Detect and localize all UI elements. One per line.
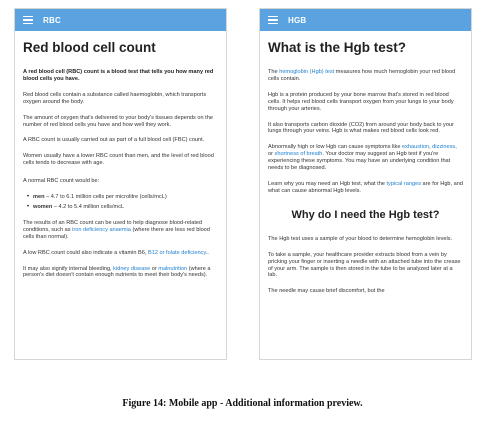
range-list [27,194,218,211]
paragraph: Red blood cells contain a substance called haemoglobin, which transports oxygen around the body. [23,91,207,105]
paragraph: The hemoglobin (Hgb) test measures how much hemoglobin your red blood cells contain. [268,69,456,82]
link-shortness-of-breath[interactable]: shortness of breath [274,151,323,158]
paragraph: The amount of oxygen that's delivered to your body's tissues depends on the number of red blood cells you have and how well they work. [23,114,213,128]
app-bar-title: HGB [288,15,307,25]
paragraph: The needle may cause brief discomfort, but the [268,288,385,295]
app-bar [15,9,226,31]
hamburger-menu-icon[interactable] [23,16,33,24]
link-malnutrition[interactable]: malnutrition [158,265,188,272]
link-b12-folate-deficiency[interactable]: B12 or folate deficiency [148,249,206,256]
paragraph: A RBC count is usually carried out as part of a full blood cell (FBC) count. [23,137,205,144]
paragraph: The Hgb test uses a sample of your blood to determine hemoglobin levels. [268,235,453,242]
paragraph: A normal RBC count would be: [23,178,100,185]
paragraph: It also transports carbon dioxide (CO2) from around your body back to your lungs through your veins. Hgb is what makes red blood cells look red. [268,121,454,135]
article-content [260,31,471,295]
link-typical-ranges[interactable]: typical ranges [386,180,421,187]
article-content [15,31,226,279]
section-title: Why do I need the Hgb test? [291,208,440,221]
figure-caption: Figure 14: Mobile app - Additional information preview. [122,398,363,409]
page-title: Red blood cell count [23,40,156,55]
list-item: • women – 4.2 to 5.4 million cells/mcL [27,204,218,211]
page-title: What is the Hgb test? [268,40,406,55]
paragraph: The results of an RBC count can be used to help diagnose blood-related conditions, such as iron deficiency anaemia (where there are less red blood cells than normal). [23,219,210,240]
paragraph: Abnormally high or low Hgb can cause symptoms like exhaustion, dizziness, or shortness of breath. Your doctor may suggest an Hgb test if you're experiencing these symptoms. You may have an underlying condition that needs to be diagnosed. [268,144,457,172]
link-exhaustion[interactable]: exhaustion [402,144,430,151]
hgb-screen [259,8,472,360]
link-iron-deficiency-anaemia[interactable]: iron deficiency anaemia [72,226,131,233]
app-bar [260,9,471,31]
paragraph: Women usually have a lower RBC count than men, and the level of red blood cells tends to decrease with age. [23,153,214,167]
scroll-fade [260,345,471,359]
paragraph: Learn why you may need an Hgb test, what the typical ranges are for Hgb, and what can cause abnormal Hgb levels. [268,180,463,194]
list-item: • men – 4.7 to 6.1 million cells per microlitre (cells/mcL) [27,194,218,201]
app-bar-title: RBC [43,15,61,25]
hamburger-menu-icon[interactable] [268,16,278,24]
paragraph: Hgb is a protein produced by your bone marrow that's stored in red blood cells. It helps red blood cells transport oxygen from your lungs to your body through your arteries. [268,91,454,112]
link-dizziness[interactable]: dizziness [432,144,456,151]
intro-paragraph: A red blood cell (RBC) count is a blood test that tells you how many red blood cells you have. [23,69,214,82]
rbc-screen [14,8,227,360]
paragraph: It may also signify internal bleeding, kidney disease or malnutrition (where a person's diet doesn't contain enough nutrients to meet their body's needs). [23,265,211,279]
link-kidney-disease[interactable]: kidney disease [113,265,151,272]
paragraph: A low RBC count could also indicate a vitamin B6, B12 or folate deficiency.. [23,249,209,256]
link-hemoglobin-test[interactable]: hemoglobin (Hgb) test [279,69,335,75]
paragraph: To take a sample, your healthcare provider extracts blood from a vein by pricking your finger or inserting a needle with an attached tube into the crease of your arm. The sample is then stored in the tube to be analyzed later at a lab. [268,251,461,279]
